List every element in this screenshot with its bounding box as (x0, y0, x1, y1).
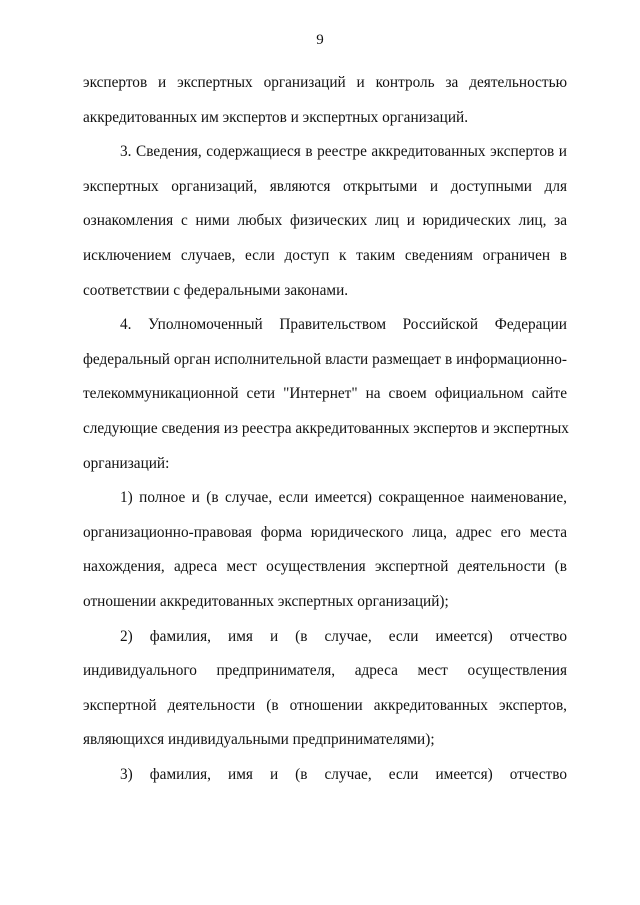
text-line: исключением случаев, если доступ к таким сведениям ограничен в (83, 246, 567, 264)
page-number: 9 (316, 32, 324, 48)
text-line: являющихся индивидуальными предпринимателями); (83, 731, 435, 749)
text-line: 2) фамилия, имя и (в случае, если имеется) отчество (120, 627, 567, 645)
paragraph (83, 758, 567, 793)
paragraph (83, 620, 567, 758)
text-line: федеральный орган исполнительной власти размещает в информационно- (83, 350, 567, 368)
text-line: индивидуального предпринимателя, адреса мест осуществления (83, 662, 567, 680)
text-line: экспертных организаций, являются открытыми и доступными для (83, 177, 567, 195)
text-line: 1) полное и (в случае, если имеется) сокращенное наименование, (120, 489, 567, 507)
text-line: экспертной деятельности (в отношении аккредитованных экспертов, (83, 696, 567, 714)
text-line: 3. Сведения, содержащиеся в реестре аккредитованных экспертов и (120, 143, 567, 161)
text-line: аккредитованных им экспертов и экспертных организаций. (83, 108, 469, 126)
text-line: организационно-правовая форма юридического лица, адрес его места (83, 523, 567, 541)
text-line: отношении аккредитованных экспертных организаций); (83, 592, 449, 610)
text-line: телекоммуникационной сети "Интернет" на своем официальном сайте (83, 385, 567, 403)
text-line: организаций: (83, 454, 170, 472)
text-line: ознакомления с ними любых физических лиц и юридических лиц, за (83, 212, 567, 230)
text-line: нахождения, адреса мест осуществления экспертной деятельности (в (83, 558, 567, 576)
text-line: следующие сведения из реестра аккредитованных экспертов и экспертных (83, 419, 569, 437)
text-line: экспертов и экспертных организаций и контроль за деятельностью (83, 74, 567, 91)
paragraph (83, 66, 567, 135)
text-line: 3) фамилия, имя и (в случае, если имеется) отчество (120, 765, 567, 783)
text-line: соответствии с федеральными законами. (83, 281, 349, 299)
paragraph (83, 481, 567, 619)
paragraph (83, 135, 567, 308)
document-body (83, 66, 567, 792)
paragraph (83, 308, 567, 481)
text-line: 4. Уполномоченный Правительством Российской Федерации (120, 316, 567, 334)
